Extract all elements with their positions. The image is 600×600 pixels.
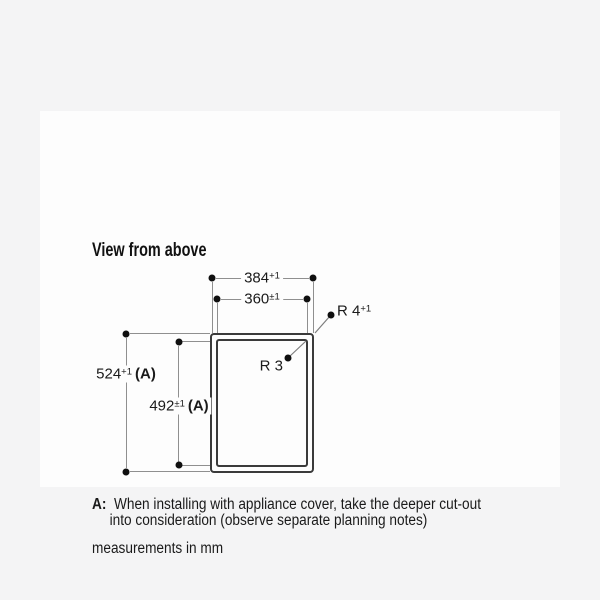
- datum-dot: [310, 275, 317, 282]
- datum-dot: [123, 331, 130, 338]
- note-prefix: A:: [92, 496, 107, 513]
- dimension-label-492: [146, 398, 211, 415]
- note-line-2: into consideration (observe separate planning notes): [109, 511, 428, 529]
- radius-text: R 3: [259, 357, 283, 375]
- diagram-panel: [40, 111, 560, 557]
- note-line-1: [92, 497, 481, 513]
- dimension-label-384: [241, 270, 283, 287]
- dimension-tolerance: +1: [269, 270, 280, 281]
- dimension-label-360: [241, 291, 283, 308]
- datum-dot: [176, 339, 183, 346]
- extension-line-492-bottom: [182, 465, 210, 466]
- extension-line-360-right: [307, 303, 308, 333]
- extension-line-384-left: [212, 282, 213, 333]
- dimension-value: 524: [96, 365, 122, 383]
- extension-line-384-right: [313, 282, 314, 333]
- dimension-suffix: (A): [187, 397, 209, 415]
- datum-dot: [304, 296, 311, 303]
- datum-dot: [214, 296, 221, 303]
- datum-dot-r4: [328, 312, 335, 319]
- footer-measurements: measurements in mm: [92, 540, 224, 557]
- datum-dot: [176, 462, 183, 469]
- note-line-1-text: When installing with appliance cover, take the deeper cut-out: [114, 496, 481, 513]
- datum-dot: [123, 469, 130, 476]
- dimension-line-524: [126, 338, 127, 468]
- dimension-value: 384: [244, 269, 270, 287]
- extension-line-524-top: [130, 333, 210, 334]
- note-block: [92, 497, 481, 528]
- leader-line-r4: [315, 316, 330, 333]
- datum-dot-r3: [285, 355, 292, 362]
- extension-line-492-top: [182, 341, 210, 342]
- radius-tolerance: +1: [360, 303, 372, 314]
- dimension-tolerance: ±1: [174, 398, 185, 409]
- extension-line-524-bottom: [130, 471, 210, 472]
- dimension-suffix: (A): [135, 365, 156, 383]
- dimension-tolerance: ±1: [269, 291, 280, 302]
- extension-line-360-left: [217, 303, 218, 333]
- radius-label-r4: [337, 304, 371, 319]
- datum-dot: [209, 275, 216, 282]
- dimension-label-524: [93, 366, 159, 383]
- page-title: View from above: [92, 240, 207, 261]
- radius-label-r3: [260, 359, 283, 374]
- dimension-tolerance: +1: [121, 366, 133, 377]
- dimension-value: 360: [244, 290, 270, 308]
- dimension-value: 492: [149, 397, 175, 415]
- radius-text: R 4: [337, 302, 361, 320]
